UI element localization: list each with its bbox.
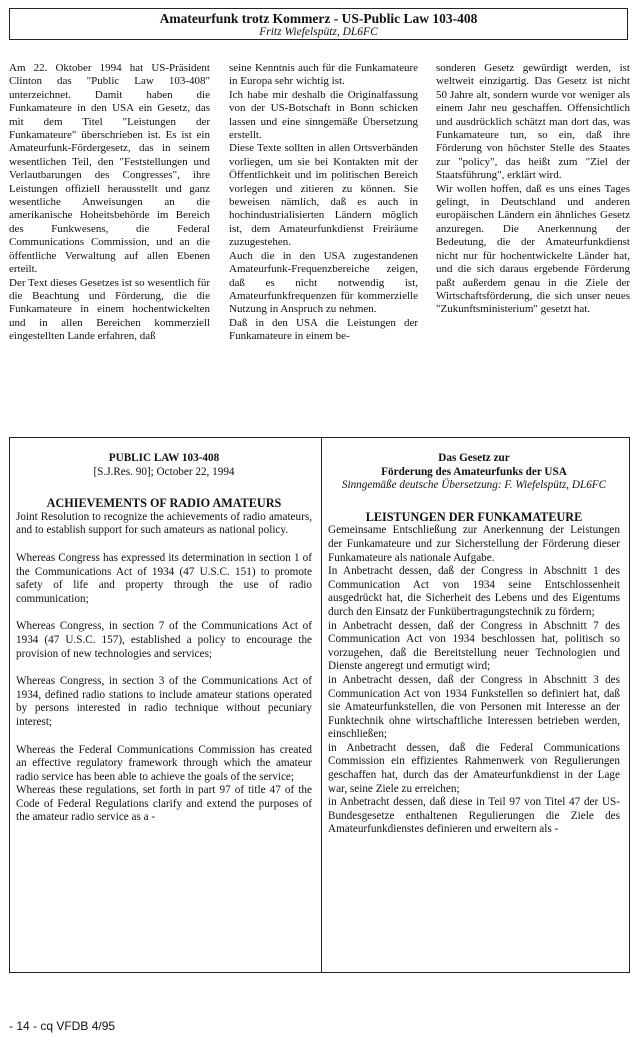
law-english-column: [16, 452, 312, 825]
article-paragraph: Auch die in den USA zugestandenen Amateurfunk-Frequenzbereiche zeigen, daß es nicht notwendig ist, Amateurfunkfrequenzen für kommerzielle Nutzung in Anspruch zu nehmen.: [229, 249, 418, 316]
law-paragraph: Joint Resolution to recognize the achievements of radio amateurs, and to establish support for such amateurs as national policy.: [16, 510, 312, 537]
law-subtitle: Sinngemäße deutsche Übersetzung: F. Wiefelspütz, DL6FC: [341, 479, 607, 492]
law-title: PUBLIC LAW 103-408: [108, 452, 220, 464]
law-paragraph: Whereas Congress, in section 7 of the Communications Act of 1934 (47 U.S.C. 157), established a policy to encourage the provision of new technologies and services;: [16, 620, 312, 660]
article-paragraph: Am 22. Oktober 1994 hat US-Präsident Clinton das "Public Law 103-408" unterzeichnet. Damit haben die Funkamateure in den USA ein Gesetz, das mit dem Titel "Leistungen der Funkamateure" überschrieben ist. Es ist ein Amateurfunk-Fördergesetz, das in seinem wesentlichen Teil, den "Feststellungen und Verlautbarungen des Congresses", ihre Leistungen offiziell herausstellt und ganz wesentliche Anweisungen an die amerikanische Hoheitsbehörde im Bereich des Funkwesens, die Federal Communications Commission, und an die öffentliche Verwaltung auf allen Ebenen erteilt.: [9, 62, 210, 276]
law-title: Das Gesetz zur: [438, 452, 510, 464]
article-paragraph: Daß in den USA die Leistungen der Funkamateure in einem be-: [229, 316, 418, 343]
law-paragraph: in Anbetracht dessen, daß diese in Teil 97 von Titel 47 der US-Bundesgesetze enthaltenen Regulierungen die Ziele des Amateurfunkdienstes definieren und erweitern als -: [328, 796, 620, 836]
law-paragraph: in Anbetracht dessen, daß die Federal Communications Commission ein effizientes Rahmenwerk von Regulierungen geschaffen hat, durch das der Amateurfunkdienst in der Lage war, seine Ziele zu erreichen;: [328, 741, 620, 795]
law-heading: LEISTUNGEN DER FUNKAMATEURE: [365, 509, 583, 524]
article-paragraph: Wir wollen hoffen, daß es uns eines Tages gelingt, in Deutschland und anderen europäischen Ländern ein ähnliches Gesetz anzuregen. Die Anerkennung der Bedeutung, die der Amateurfunkdienst nicht nur für hochentwickelte Länder hat, und die sich daraus ergebende Förderung paßt außerdem genau in die Ziele der Wirtschaftsförderung, die sich unser neues "Zukunftsministerium" gesetzt hat.: [436, 182, 630, 316]
article-paragraph: Diese Texte sollten in allen Ortsverbänden vorliegen, um sie bei Kontakten mit der Öffentlichkeit und im politischen Bereich vorlegen und zitieren zu können. Sie beweisen nämlich, daß es auch in hochindustrialisierten Ländern möglich ist, dem Amateurfunkdienst Freiräume zuzugestehen.: [229, 142, 418, 249]
law-paragraph: Whereas the Federal Communications Commission has created an effective regulatory framework through which the amateur radio service has been able to achieve the goals of the service;: [16, 743, 312, 783]
article-paragraph: sonderen Gesetz gewürdigt werden, ist weltweit einzigartig. Das Gesetz ist nicht 50 Jahre alt, sondern wurde vor weniger als einem Jahr neu geschaffen. Offensichtlich und ausdrücklich schätzt man dort das, was Funkamateure tun, so ein, daß ihre Förderung von höchster Stelle des Staates zur "policy", das heißt zum "Ziel der Staatsführung", erklärt wird.: [436, 62, 630, 182]
law-paragraph: Gemeinsame Entschließung zur Anerkennung der Leistungen der Funkamateure und zur Sicherstellung der Förderung dieser Funkamateure als nationale Aufgabe.: [328, 524, 620, 564]
column-divider: [321, 438, 322, 972]
page-footer: - 14 - cq VFDB 4/95: [9, 1019, 116, 1033]
article-column-1: [9, 62, 210, 344]
law-paragraph: In Anbetracht dessen, daß der Congress in Abschnitt 1 des Communication Act von 1934 seine Entschlossenheit ausgedrückt hat, die Sicherheit des Lebens und des Eigentums durch den Einsatz der Funkübertragungstechnik zu fördern;: [328, 565, 620, 618]
article-paragraph: Der Text dieses Gesetzes ist so wesentlich für die Beachtung und Förderung, die die Funkamateure in einem hochentwickelten und in allen Bereichen kommerziell eingestellten Lande erfahren, daß: [9, 276, 210, 343]
law-german-column: [328, 452, 620, 837]
article-column-3: [436, 62, 630, 317]
article-paragraph: seine Kenntnis auch für die Funkamateure in Europa sehr wichtig ist.: [229, 62, 418, 88]
article-column-2: [229, 62, 418, 344]
law-paragraph: Whereas Congress, in section 3 of the Communications Act of 1934, defined radio stations to include amateur stations operated by persons interested in radio technique without pecuniary interest;: [16, 675, 312, 728]
law-subtitle: [S.J.Res. 90]; October 22, 1994: [93, 465, 235, 478]
law-paragraph: Whereas Congress has expressed its determination in section 1 of the Communications Act of 1934 (47 U.S.C. 151) to promote safety of life and property through the use of radio communication;: [16, 551, 312, 605]
article-header: [9, 8, 628, 40]
article-title: Amateurfunk trotz Kommerz - US-Public Law 103-408: [159, 11, 478, 26]
law-paragraph: in Anbetracht dessen, daß der Congress in Abschnitt 3 des Communication Act von 1934 Funkstellen so definiert hat, daß sie Amateurfunkstellen, die von Personen mit Interesse an der Funktechnik ohne wirtschaftliche Interessen betrieben werden, einschließen;: [328, 673, 620, 741]
article-author: Fritz Wiefelspütz, DL6FC: [259, 26, 378, 38]
law-text-box: [9, 437, 630, 973]
law-paragraph: Whereas these regulations, set forth in part 97 of title 47 of the Code of Federal Regulations clarify and extend the purposes of the amateur radio service as a -: [16, 784, 312, 824]
law-paragraph: in Anbetracht dessen, daß der Congress in Abschnitt 7 des Communication Act von 1934 beschlossen hat, politisch so vorzugehen, daß die Bereitstellung neuer Technologien und Dienste angeregt und ermutigt wird;: [328, 619, 620, 673]
article-paragraph: Ich habe mir deshalb die Originalfassung von der US-Botschaft in Bonn schicken lassen und eine sinngemäße Übersetzung erstellt.: [229, 88, 418, 142]
law-title: Förderung des Amateurfunks der USA: [381, 465, 567, 478]
law-heading: ACHIEVEMENTS OF RADIO AMATEURS: [46, 496, 282, 511]
